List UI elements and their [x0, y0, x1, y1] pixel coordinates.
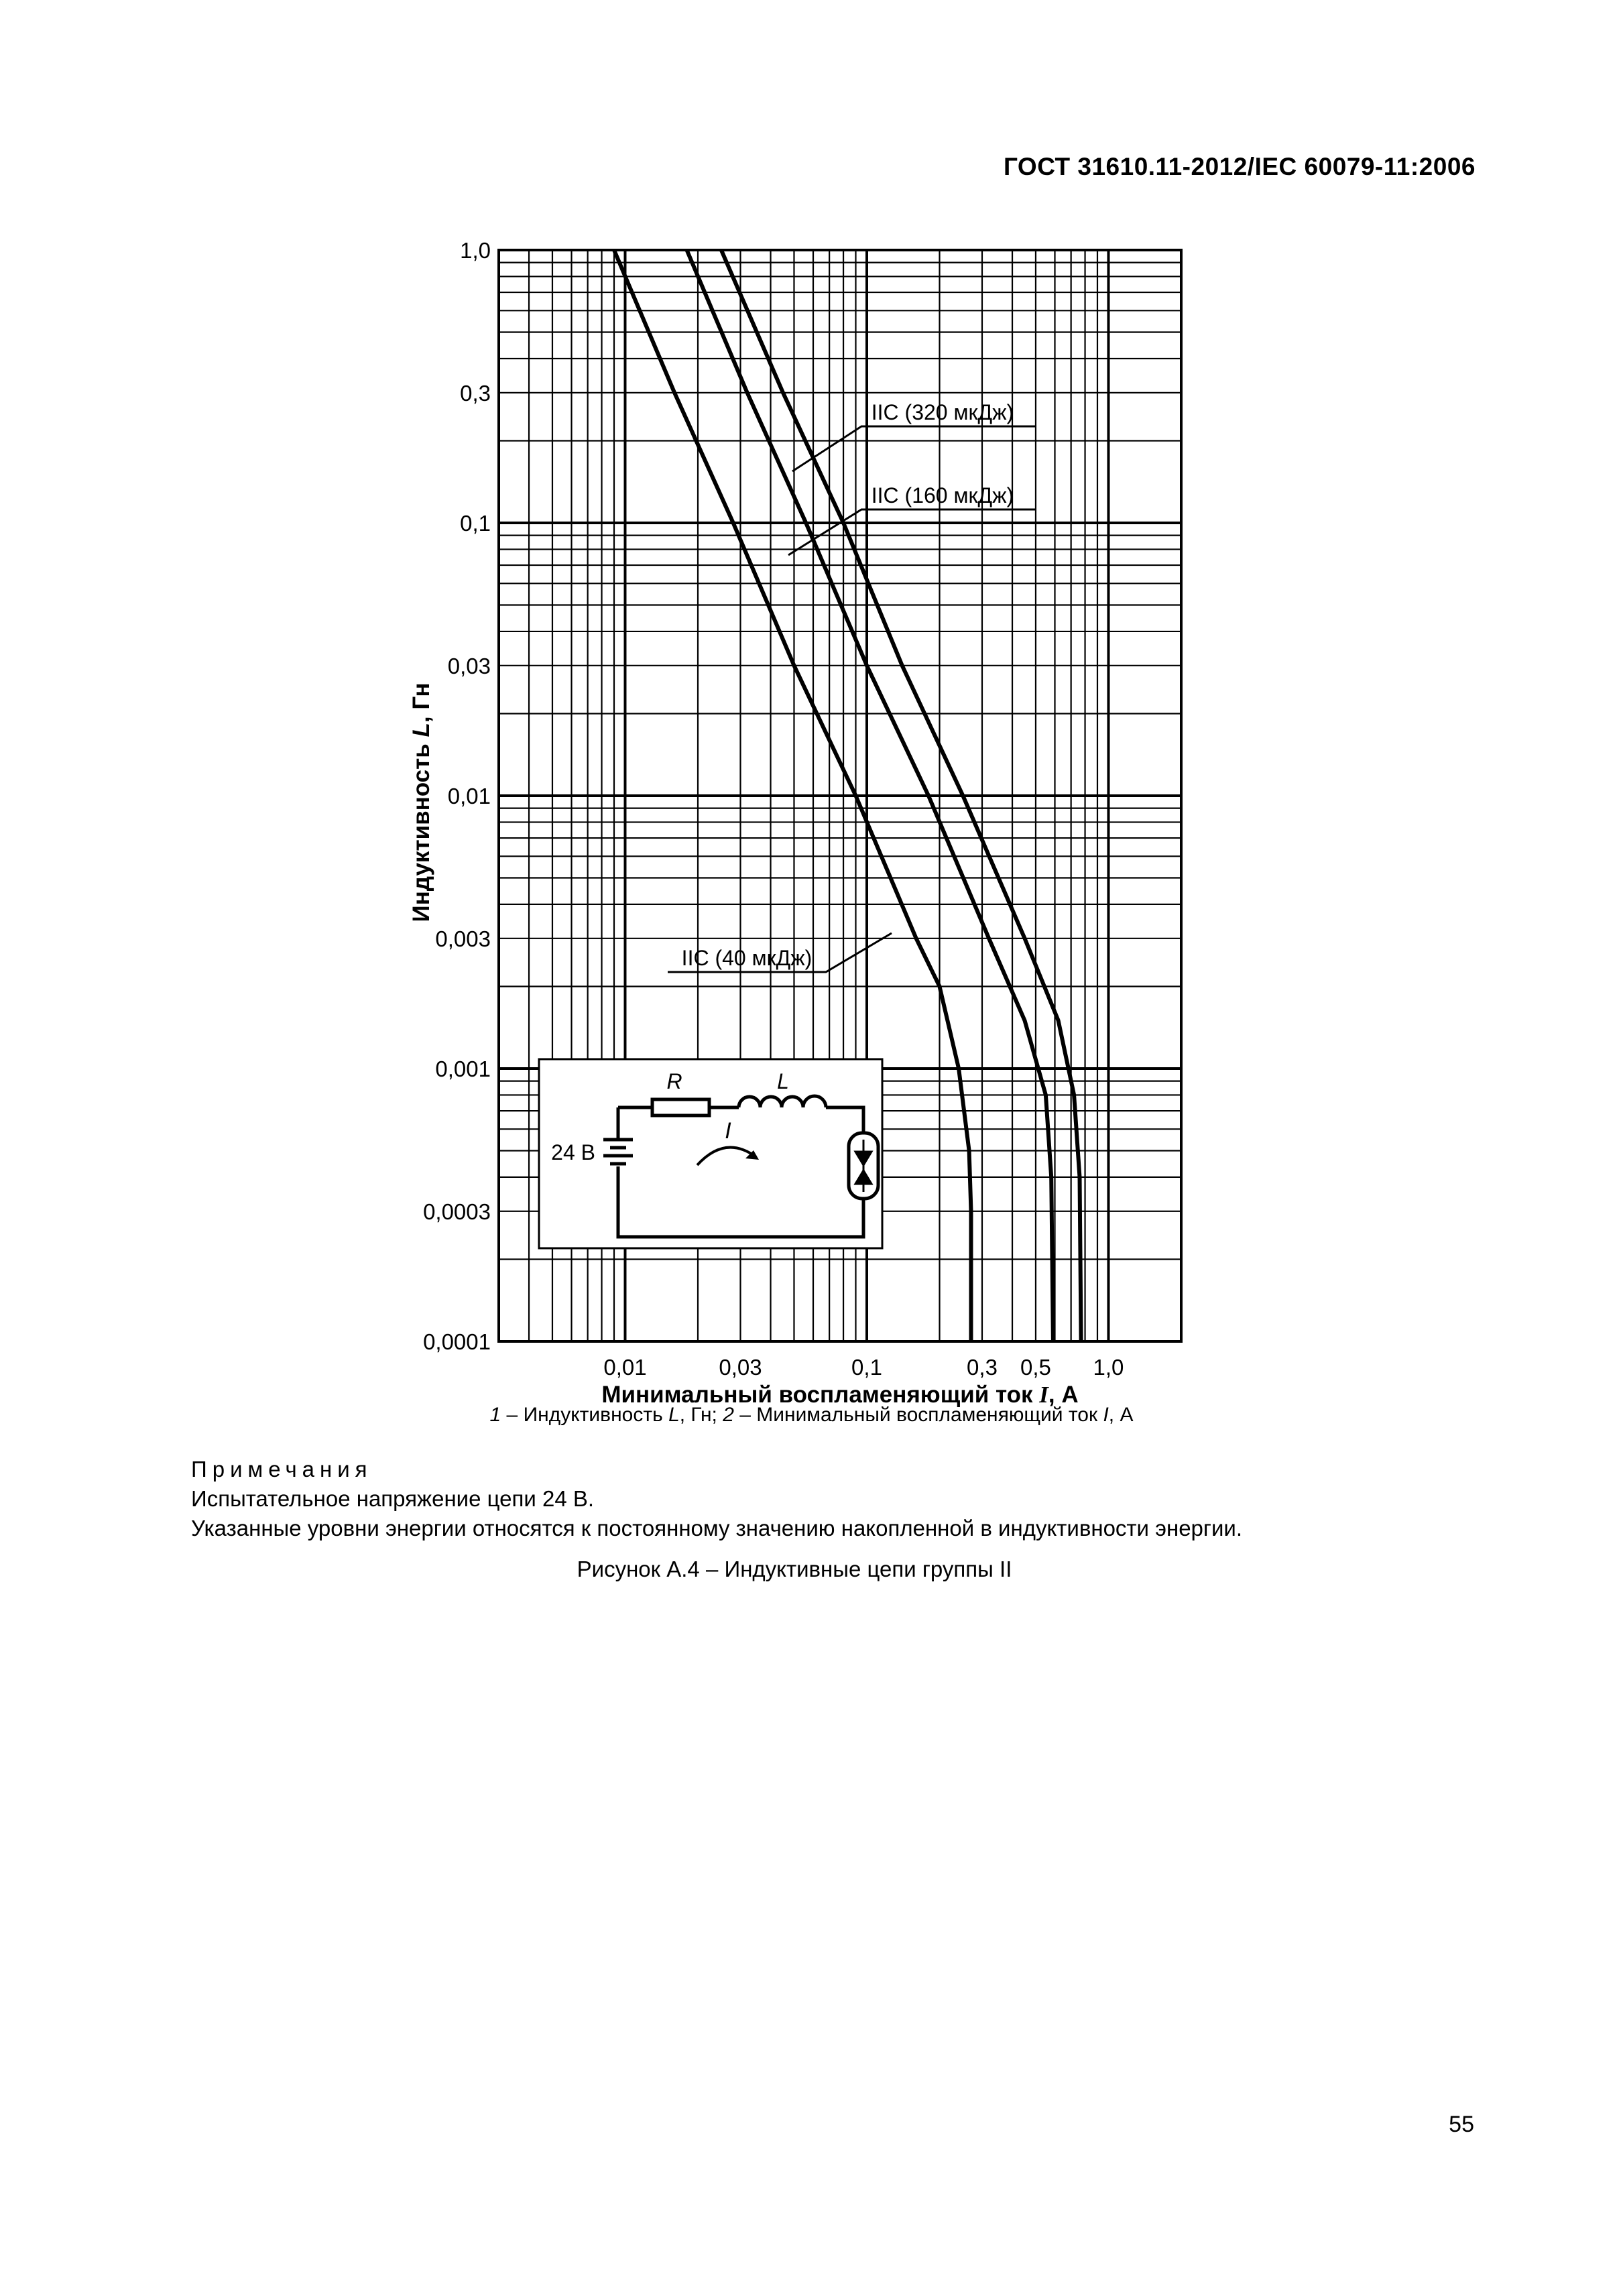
axis-caption: 1 – Индуктивность L, Гн; 2 – Минимальный воспламеняющий ток I, А	[489, 1404, 1134, 1426]
x-axis-title: Минимальный воспламеняющий ток I, А	[601, 1382, 1079, 1408]
note-line-2: Указанные уровни энергии относятся к постоянному значению накопленной в индуктивности энергии.	[191, 1516, 1242, 1540]
figure-title: Рисунок А.4 – Индуктивные цепи группы II	[577, 1557, 1012, 1581]
y-axis-title: Индуктивность L, Гн	[408, 682, 434, 922]
series-label-leader	[788, 509, 1036, 555]
series-labels	[668, 400, 1036, 972]
x-tick-label: 0,3	[967, 1355, 998, 1380]
axis-titles	[408, 683, 1079, 1408]
resistor-label: R	[666, 1069, 682, 1093]
notes	[191, 1455, 1242, 1543]
note-line-1: Испытательное напряжение цепи 24 В.	[191, 1486, 595, 1511]
y-tick-label: 0,3	[460, 380, 491, 406]
series-label: IIC (160 мкДж)	[871, 483, 1014, 507]
inductor-label: L	[777, 1069, 789, 1093]
y-tick-label: 0,03	[447, 653, 491, 678]
document-header: ГОСТ 31610.11-2012/IEC 60079-11:2006	[1003, 153, 1476, 180]
x-tick-label: 0,01	[603, 1355, 647, 1380]
y-tick-label: 0,001	[435, 1056, 491, 1081]
voltage-label: 24 В	[551, 1140, 595, 1164]
y-tick-label: 0,1	[460, 511, 491, 536]
notes-title: Примечания	[191, 1457, 373, 1482]
x-tick-label: 0,5	[1020, 1355, 1051, 1380]
current-label: I	[725, 1118, 731, 1144]
series-label: IIC (40 мкДж)	[681, 946, 813, 970]
series-label: IIC (320 мкДж)	[871, 400, 1014, 424]
x-tick-label: 1,0	[1093, 1355, 1124, 1380]
y-tick-label: 1,0	[460, 238, 491, 263]
page-number: 55	[1449, 2112, 1474, 2137]
x-tick-label: 0,03	[719, 1355, 762, 1380]
y-tick-label: 0,0001	[423, 1329, 491, 1354]
circuit-inset	[539, 1059, 882, 1248]
y-tick-label: 0,01	[447, 784, 491, 808]
y-tick-label: 0,0003	[423, 1199, 491, 1224]
resistor-symbol	[652, 1099, 709, 1115]
x-tick-label: 0,1	[851, 1355, 882, 1380]
y-tick-label: 0,003	[435, 926, 491, 951]
